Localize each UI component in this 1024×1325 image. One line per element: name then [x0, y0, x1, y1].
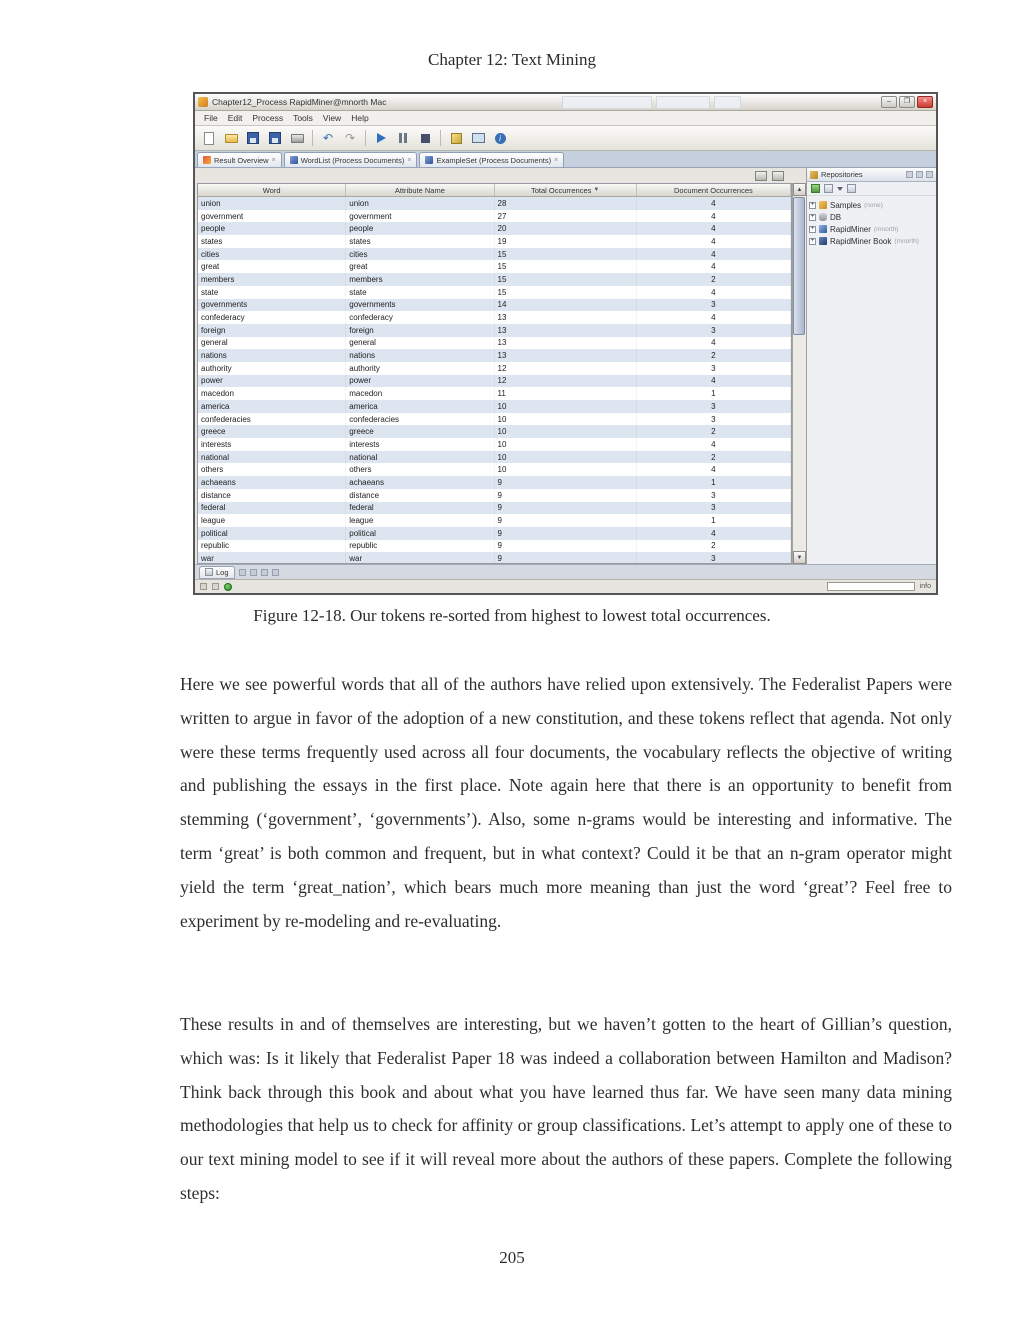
- table-cell: general: [346, 337, 494, 350]
- status-ready-indicator: [224, 583, 232, 591]
- table-cell: power: [346, 375, 494, 388]
- table-cell: 4: [637, 463, 791, 476]
- table-cell: 4: [637, 248, 791, 261]
- table-cell: 15: [495, 286, 637, 299]
- table-row[interactable]: [198, 413, 791, 426]
- table-cell: states: [198, 235, 346, 248]
- table-cell: foreign: [198, 324, 346, 337]
- table-cell: 3: [637, 400, 791, 413]
- body-paragraph: These results in and of themselves are interesting, but we haven’t gotten to the heart of Gillian’s question, which was: Is it likely that Federalist Paper 18 was indeed a collaboration between Hamilton and Madison? Think back through this book and about what you have learned thus far. We have seen many data mining methodologies that help us to check for affinity or group classifications. Let’s attempt to apply one of these to our text mining model to see if it will reveal more about the authors of these papers. Complete the following steps:: [180, 1014, 952, 1203]
- add-repository-icon[interactable]: [811, 184, 820, 193]
- samples-folder-icon: [819, 201, 827, 209]
- table-cell: 4: [637, 527, 791, 540]
- tree-note: (mnorth): [894, 237, 919, 245]
- table-row[interactable]: [198, 299, 791, 312]
- figure-caption: Figure 12-18. Our tokens re-sorted from highest to lowest total occurrences.: [253, 606, 771, 625]
- stop-icon[interactable]: [416, 129, 434, 147]
- table-row[interactable]: [198, 425, 791, 438]
- tree-item-samples[interactable]: [809, 199, 934, 211]
- table-cell: 10: [495, 425, 637, 438]
- table-cell: 4: [637, 438, 791, 451]
- tree-note: (mnorth): [873, 225, 899, 233]
- table-cell: league: [198, 514, 346, 527]
- panel-detach-icon[interactable]: [926, 171, 933, 178]
- sort-desc-icon: ▼: [593, 187, 600, 193]
- table-cell: 12: [495, 375, 637, 388]
- table-row[interactable]: [198, 527, 791, 540]
- panel-maximize-icon[interactable]: [916, 171, 923, 178]
- table-cell: 9: [495, 476, 637, 489]
- table-row[interactable]: [198, 463, 791, 476]
- table-row[interactable]: [198, 438, 791, 451]
- table-cell: 4: [637, 286, 791, 299]
- table-cell: federal: [346, 502, 494, 515]
- tab-label: ExampleSet (Process Documents): [436, 155, 552, 165]
- table-cell: 19: [495, 235, 637, 248]
- rapidminer-window: [193, 92, 938, 595]
- expand-icon[interactable]: +: [810, 201, 815, 208]
- table-cell: others: [346, 463, 494, 476]
- table-row[interactable]: [198, 362, 791, 375]
- table-cell: distance: [346, 489, 494, 502]
- menu-process[interactable]: Process: [252, 113, 284, 123]
- undo-icon[interactable]: ↶: [322, 131, 334, 145]
- table-cell: 11: [495, 387, 637, 400]
- memory-monitor: [827, 582, 915, 591]
- menu-edit[interactable]: Edit: [227, 113, 243, 123]
- log-settings-icon[interactable]: [272, 569, 279, 576]
- table-cell: macedon: [198, 387, 346, 400]
- column-header-attribute-name[interactable]: Attribute Name: [346, 184, 494, 196]
- table-cell: 2: [637, 451, 791, 464]
- table-cell: 9: [495, 527, 637, 540]
- table-cell: union: [198, 197, 346, 210]
- table-cell: 10: [495, 413, 637, 426]
- table-cell: members: [346, 273, 494, 286]
- table-cell: foreign: [346, 324, 494, 337]
- table-cell: cities: [346, 248, 494, 261]
- tab-wordlist[interactable]: [284, 152, 418, 167]
- tree-item-db[interactable]: [809, 211, 934, 223]
- repositories-header: [807, 168, 936, 182]
- tab-close-icon[interactable]: ×: [407, 156, 412, 164]
- table-cell: government: [346, 210, 494, 223]
- table-cell: confederacies: [198, 413, 346, 426]
- table-cell: interests: [346, 438, 494, 451]
- table-row[interactable]: [198, 324, 791, 337]
- table-row[interactable]: [198, 489, 791, 502]
- repository-icon: [810, 171, 818, 179]
- perspective-icon[interactable]: [469, 129, 487, 147]
- save-as-icon[interactable]: [266, 129, 284, 147]
- table-cell: republic: [198, 540, 346, 553]
- table-cell: great: [198, 260, 346, 273]
- table-row[interactable]: [198, 286, 791, 299]
- refresh-repository-icon[interactable]: [847, 184, 856, 193]
- table-cell: 15: [495, 248, 637, 261]
- table-cell: 15: [495, 260, 637, 273]
- table-cell: state: [198, 286, 346, 299]
- table-cell: 12: [495, 362, 637, 375]
- table-cell: cities: [198, 248, 346, 261]
- scrollbar-thumb[interactable]: [793, 197, 805, 335]
- results-tab-bar: [195, 151, 936, 168]
- table-cell: 3: [637, 299, 791, 312]
- menu-view[interactable]: View: [322, 113, 342, 123]
- overlap-artifact: [656, 96, 710, 109]
- table-row[interactable]: [198, 387, 791, 400]
- table-cell: 3: [637, 502, 791, 515]
- repository-actions-icon[interactable]: [824, 184, 833, 193]
- table-row[interactable]: [198, 248, 791, 261]
- table-cell: 10: [495, 400, 637, 413]
- table-cell: 1: [637, 476, 791, 489]
- table-cell: distance: [198, 489, 346, 502]
- table-row[interactable]: [198, 514, 791, 527]
- table-cell: 4: [637, 375, 791, 388]
- window-controls: [881, 96, 933, 108]
- table-cell: macedon: [346, 387, 494, 400]
- table-cell: league: [346, 514, 494, 527]
- dropdown-caret-icon[interactable]: [837, 187, 843, 191]
- table-cell: government: [198, 210, 346, 223]
- column-header-total-occurrences[interactable]: Total Occurrences ▼: [495, 184, 637, 196]
- result-overview-icon: [203, 156, 211, 164]
- maximize-button[interactable]: ❐: [899, 96, 915, 108]
- table-cell: 9: [495, 552, 637, 563]
- window-title: Chapter12_Process RapidMiner@mnorth Mac: [212, 97, 387, 107]
- table-cell: federal: [198, 502, 346, 515]
- table-cell: 9: [495, 514, 637, 527]
- page-number: 205: [499, 1248, 525, 1267]
- scroll-up-icon[interactable]: ▲: [793, 183, 806, 196]
- menu-file[interactable]: File: [204, 113, 218, 123]
- close-button[interactable]: ×: [917, 96, 933, 108]
- pause-icon[interactable]: [394, 129, 412, 147]
- table-cell: power: [198, 375, 346, 388]
- minimize-button[interactable]: –: [881, 96, 897, 108]
- tree-item-rapidminer-book[interactable]: [809, 235, 934, 247]
- table-row[interactable]: [198, 337, 791, 350]
- table-cell: governments: [198, 299, 346, 312]
- table-cell: general: [198, 337, 346, 350]
- tree-label: Samples: [830, 200, 862, 210]
- table-cell: 27: [495, 210, 637, 223]
- table-cell: authority: [346, 362, 494, 375]
- table-cell: nations: [198, 349, 346, 362]
- table-cell: 4: [637, 337, 791, 350]
- table-row[interactable]: [198, 260, 791, 273]
- app-icon: [198, 97, 208, 107]
- table-cell: governments: [346, 299, 494, 312]
- toolbar-separator: [440, 130, 441, 146]
- table-cell: 9: [495, 489, 637, 502]
- log-detach-icon[interactable]: [261, 569, 268, 576]
- print-icon[interactable]: [288, 129, 306, 147]
- table-cell: 1: [637, 514, 791, 527]
- table-cell: war: [346, 552, 494, 563]
- status-expand-icon[interactable]: [212, 583, 219, 590]
- table-cell: 2: [637, 540, 791, 553]
- rapidminer-repo-icon: [819, 225, 827, 233]
- table-cell: achaeans: [346, 476, 494, 489]
- table-cell: 4: [637, 311, 791, 324]
- toolbar-separator: [365, 130, 366, 146]
- table-cell: nations: [346, 349, 494, 362]
- table-cell: interests: [198, 438, 346, 451]
- save-icon[interactable]: [244, 129, 262, 147]
- table-row[interactable]: [198, 375, 791, 388]
- table-row[interactable]: [198, 400, 791, 413]
- log-close-icon[interactable]: [239, 569, 246, 576]
- database-icon: [819, 213, 827, 221]
- table-cell: greece: [346, 425, 494, 438]
- table-cell: people: [198, 222, 346, 235]
- table-cell: 2: [637, 425, 791, 438]
- table-cell: 1: [637, 387, 791, 400]
- log-maximize-icon[interactable]: [250, 569, 257, 576]
- run-icon[interactable]: [372, 129, 390, 147]
- wordlist-table-area: [195, 183, 806, 564]
- table-row[interactable]: [198, 349, 791, 362]
- column-header-document-occurrences[interactable]: Document Occurrences: [637, 184, 791, 196]
- table-cell: 4: [637, 235, 791, 248]
- table-cell: national: [346, 451, 494, 464]
- table-cell: authority: [198, 362, 346, 375]
- table-row[interactable]: [198, 540, 791, 553]
- vertical-scrollbar[interactable]: [792, 183, 806, 564]
- table-cell: 10: [495, 463, 637, 476]
- table-cell: confederacies: [346, 413, 494, 426]
- wordlist-panel: [195, 168, 807, 564]
- table-cell: 4: [637, 197, 791, 210]
- table-cell: 4: [637, 210, 791, 223]
- expand-icon[interactable]: +: [810, 213, 815, 220]
- wordlist-icon: [290, 156, 298, 164]
- table-row[interactable]: [198, 476, 791, 489]
- tab-label: Result Overview: [214, 155, 269, 165]
- table-cell: national: [198, 451, 346, 464]
- exampleset-icon: [425, 156, 433, 164]
- tab-close-icon[interactable]: ×: [554, 156, 559, 164]
- table-cell: union: [346, 197, 494, 210]
- log-tab-label: Log: [216, 567, 229, 577]
- table-cell: 15: [495, 273, 637, 286]
- tab-label: WordList (Process Documents): [300, 155, 405, 165]
- table-cell: 3: [637, 413, 791, 426]
- log-tab[interactable]: [199, 566, 235, 579]
- table-cell: 3: [637, 489, 791, 502]
- tree-label: DB: [830, 212, 842, 222]
- validate-icon[interactable]: [447, 129, 465, 147]
- table-cell: 9: [495, 540, 637, 553]
- main-content: [195, 168, 936, 564]
- table-cell: state: [346, 286, 494, 299]
- expand-icon[interactable]: +: [810, 237, 815, 244]
- tree-label: RapidMiner: [830, 224, 871, 234]
- panel-close-icon[interactable]: [906, 171, 913, 178]
- table-cell: 10: [495, 438, 637, 451]
- table-cell: 13: [495, 349, 637, 362]
- menu-tools[interactable]: Tools: [293, 113, 313, 123]
- tab-exampleset[interactable]: [419, 152, 564, 167]
- open-process-icon[interactable]: [222, 129, 240, 147]
- table-row[interactable]: [198, 311, 791, 324]
- table-cell: political: [198, 527, 346, 540]
- expand-icon[interactable]: +: [810, 225, 815, 232]
- tab-result-overview[interactable]: [197, 152, 282, 167]
- table-cell: 2: [637, 349, 791, 362]
- table-row[interactable]: [198, 210, 791, 223]
- table-cell: republic: [346, 540, 494, 553]
- table-cell: 3: [637, 324, 791, 337]
- table-cell: political: [346, 527, 494, 540]
- table-cell: greece: [198, 425, 346, 438]
- result-actions: [195, 168, 806, 183]
- table-cell: 2: [637, 273, 791, 286]
- table-cell: achaeans: [198, 476, 346, 489]
- table-cell: 13: [495, 337, 637, 350]
- table-row[interactable]: [198, 222, 791, 235]
- status-right: [827, 582, 931, 591]
- toolbar-separator: [312, 130, 313, 146]
- table-cell: america: [198, 400, 346, 413]
- tree-label: RapidMiner Book: [830, 236, 892, 246]
- tree-item-rapidminer[interactable]: [809, 223, 934, 235]
- table-cell: 3: [637, 362, 791, 375]
- wordlist-rows: [198, 197, 791, 563]
- table-cell: 13: [495, 324, 637, 337]
- table-row[interactable]: [198, 235, 791, 248]
- table-cell: 9: [495, 502, 637, 515]
- window-titlebar[interactable]: [195, 94, 936, 111]
- table-cell: confederacy: [346, 311, 494, 324]
- rapidminer-book-repo-icon: [819, 237, 827, 245]
- repository-tree: [807, 196, 936, 564]
- table-cell: confederacy: [198, 311, 346, 324]
- repositories-toolbar: [807, 182, 936, 196]
- table-header-row: [198, 184, 791, 197]
- tab-close-icon[interactable]: ×: [271, 156, 276, 164]
- repositories-panel: [807, 168, 936, 564]
- table-cell: 4: [637, 260, 791, 273]
- log-icon: [205, 568, 213, 576]
- table-row[interactable]: [198, 273, 791, 286]
- table-cell: members: [198, 273, 346, 286]
- body-paragraph: Here we see powerful words that all of the authors have relied upon extensively. The Federalist Papers were written to argue in favor of the adoption of a new constitution, and these tokens reflect that agenda. Not only were these terms frequently used across all four documents, the vocabulary reflects the objective of writing and publishing the essays in the first place. Note again here that there is an opportunity to benefit from stemming (‘government’, ‘governments’). Also, some n-grams would be interesting and informative. The term ‘great’ is both common and frequent, but in what context? Could it be that an n-gram operator might yield the term ‘great_nation’, which bears much more meaning than just the word ‘great’? Feel free to experiment by re-modeling and re-evaluating.: [180, 674, 952, 931]
- main-toolbar: [195, 126, 936, 151]
- table-row[interactable]: [198, 502, 791, 515]
- table-cell: 10: [495, 451, 637, 464]
- table-cell: people: [346, 222, 494, 235]
- table-cell: states: [346, 235, 494, 248]
- scroll-down-icon[interactable]: ▼: [793, 551, 806, 564]
- status-info-label: info: [919, 583, 931, 590]
- table-cell: war: [198, 552, 346, 563]
- overlap-artifact: [714, 96, 741, 109]
- wordlist-table: [197, 183, 792, 564]
- redo-icon[interactable]: ↷: [344, 131, 356, 145]
- repositories-title: Repositories: [821, 170, 863, 179]
- table-cell: great: [346, 260, 494, 273]
- table-cell: america: [346, 400, 494, 413]
- new-process-icon[interactable]: [200, 129, 218, 147]
- table-cell: 13: [495, 311, 637, 324]
- export-icon[interactable]: [755, 171, 767, 181]
- log-bar: [195, 564, 936, 579]
- menu-bar: [195, 111, 936, 126]
- table-cell: 14: [495, 299, 637, 312]
- table-row[interactable]: [198, 451, 791, 464]
- info-icon[interactable]: i: [491, 129, 509, 147]
- table-row[interactable]: [198, 197, 791, 210]
- status-bar: [195, 579, 936, 593]
- menu-help[interactable]: Help: [351, 113, 369, 123]
- scrollbar-track[interactable]: [793, 196, 806, 551]
- column-header-word[interactable]: Word: [198, 184, 346, 196]
- chapter-header: Chapter 12: Text Mining: [427, 50, 596, 69]
- table-cell: 20: [495, 222, 637, 235]
- table-cell: 3: [637, 552, 791, 563]
- overlap-artifact: [562, 96, 652, 109]
- tree-note: (none): [864, 201, 883, 209]
- table-row[interactable]: [198, 552, 791, 563]
- table-cell: others: [198, 463, 346, 476]
- print-result-icon[interactable]: [772, 171, 784, 181]
- status-toggle-icon[interactable]: [200, 583, 207, 590]
- table-cell: 28: [495, 197, 637, 210]
- table-cell: 4: [637, 222, 791, 235]
